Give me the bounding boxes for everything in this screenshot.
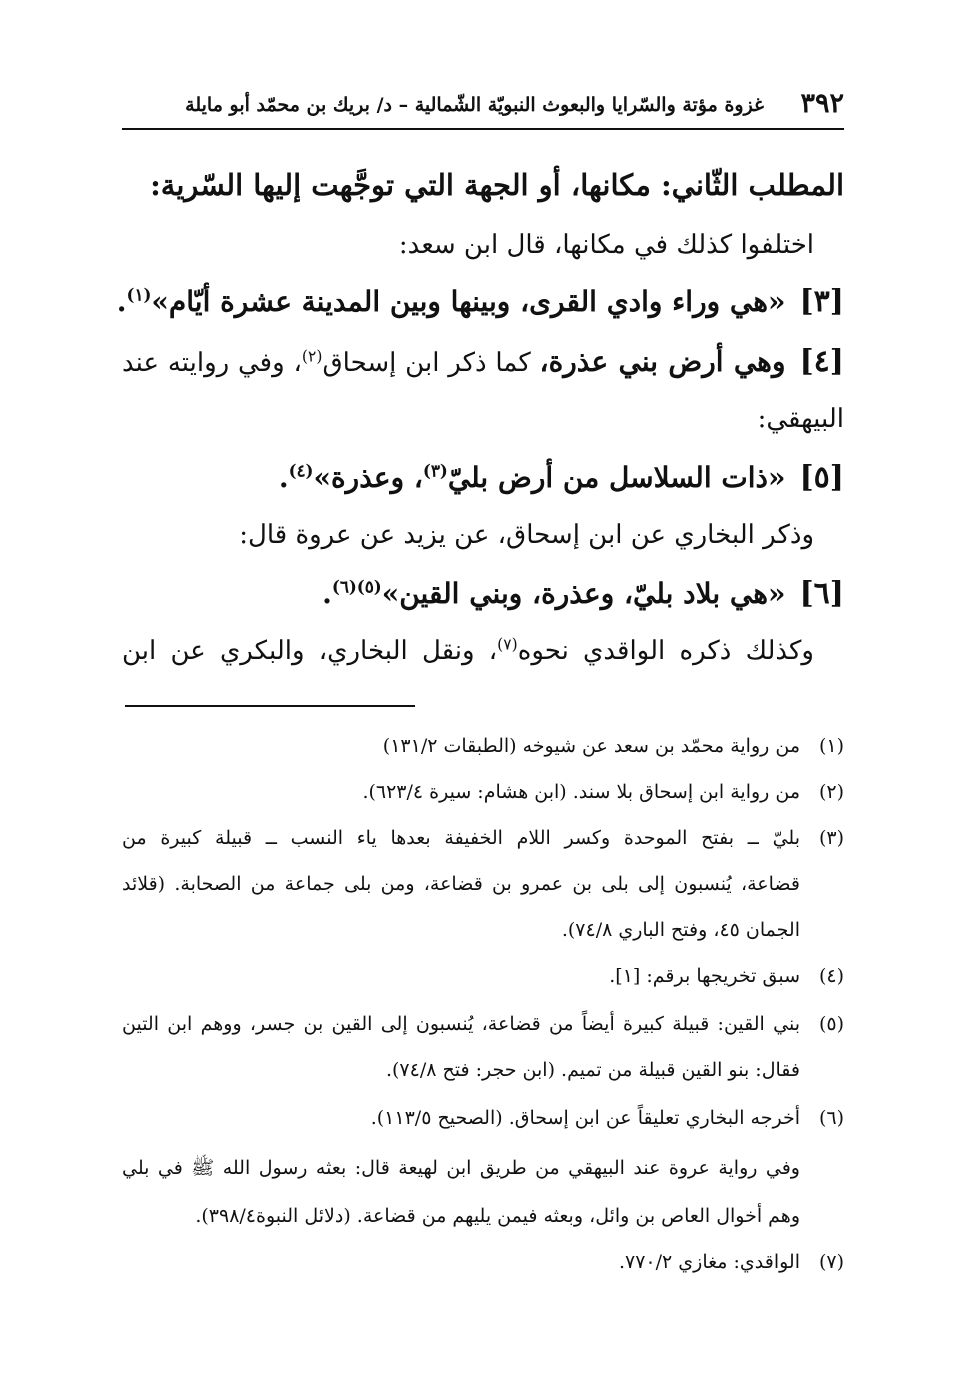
footnote-ref-2[interactable]: (٢) [301,347,323,366]
footnote-text: الواقدي: مغازي ٧٧٠/٢. [618,1251,800,1273]
footnote-6-line-3: وهم أخوال العاص بن وائل، وبعثه فيمن يليهم من قضاعة. (دلائل النبوة٣٩٨/٤). [195,1205,800,1227]
footnote-text: أخرجه البخاري تعليقاً عن ابن إسحاق. (الصحيح ١١٣/٥). [370,1107,800,1129]
footnote-5 [122,1012,844,1036]
running-header [122,86,844,130]
quote-end-5: . [278,461,289,494]
footnote-text: من رواية ابن إسحاق بلا سند. (ابن هشام: سيرة ٦٢٣/٤). [362,781,800,803]
last-line-text-b: ، ونقل البخاري، والبكري عن ابن [122,636,498,666]
quote-item-3 [117,284,844,319]
footnote-4 [609,964,844,988]
footnote-number: (٧) [818,1251,844,1273]
footnote-number: (٤) [818,965,844,987]
footnote-ref-1[interactable]: (١) [126,284,152,305]
footnote-number: (٢) [818,781,844,803]
quote-text-5b: ، وعذرة» [313,461,423,494]
footnote-3-line-2: قضاعة، يُنسبون إلى بلى بن عمرو بن قضاعة، ومن بلى جماعة من الصحابة. (قلائد [122,873,800,895]
footnote-number: (١) [818,735,844,757]
quote-item-4 [122,344,844,379]
item-tag-5: [٥] [799,460,844,495]
last-paragraph-line [122,636,814,666]
footnote-number: (٦) [818,1107,844,1129]
quote-end-6: . [322,577,332,610]
footnote-text: بني القين: قبيلة كبيرة أيضاً من قضاعة، يُنسبون إلى القين بن جسر، ووهم ابن التين [122,1013,800,1035]
item-tag-6: [٦] [799,576,844,611]
page-number: ٣٩٢ [800,88,844,119]
section-heading: المطلب الثّاني: مكانها، أو الجهة التي توجَّهت إليها السّرية: [150,168,844,202]
footnote-ref-7[interactable]: (٧) [497,635,518,654]
footnote-text: من رواية محمّد بن سعد عن شيوخه (الطبقات ١٣١/٢) [382,735,800,757]
quote-item-5 [279,460,844,495]
quote-end-3: . [116,285,127,318]
quote-text-6: «هي بلاد بليّ، وعذرة، وبني القين» [381,577,786,610]
footnote-6 [371,1106,844,1130]
intro-paragraph: اختلفوا كذلك في مكانها، قال ابن سعد: [398,230,814,260]
running-title: غزوة مؤتة والسّرايا والبعوث النبويّة الشّمالية – د/ بريك بن محمّد أبو مايلة [185,94,764,116]
footnote-5-line-2: فقال: بنو القين قبيلة من تميم. (ابن حجر: فتح ٧٤/٨). [385,1059,800,1081]
footnote-number: (٣) [818,827,844,849]
footnote-2 [362,780,844,804]
item-4-text-b: كما ذكر ابن إسحاق [322,348,540,378]
item-4-bold: وهي أرض بني عذرة، [539,345,786,378]
item-4-text-c: ، وفي روايته عند [122,348,302,378]
footnote-6-line-2: وفي رواية عروة عند البيهقي من طريق ابن لهيعة قال: بعثه رسول الله ﷺ في بلي [122,1157,800,1179]
last-line-text-a: وكذلك ذكره الواقدي نحوه [517,636,814,666]
footnote-1 [383,734,844,758]
quote-text-3: «هي وراء وادي القرى، وبينها وبين المدينة عشرة أيّام» [151,285,786,318]
footnote-text: بليّ ــ بفتح الموحدة وكسر اللام الخفيفة بعدها ياء النسب ــ قبيلة كبيرة من [122,827,800,849]
item-tag-3: [٣] [799,284,844,319]
footnote-text: سبق تخريجها برقم: [١]. [609,965,800,987]
footnote-number: (٥) [818,1013,844,1035]
item-tag-4: [٤] [799,344,844,379]
footnote-7 [619,1250,844,1274]
bukhari-paragraph: وذكر البخاري عن ابن إسحاق، عن يزيد عن عروة قال: [239,520,814,550]
footnote-3 [122,826,844,850]
quote-text-5a: «ذات السلاسل من أرض بليّ [447,461,786,494]
footnote-3-line-3: الجمان ٤٥، وفتح الباري ٧٤/٨). [561,919,800,941]
footnote-ref-5-6[interactable]: (٥)(٦) [331,576,382,597]
quote-item-6 [322,576,844,611]
item-4-continuation: البيهقي: [757,404,844,434]
footnote-ref-3[interactable]: (٣) [422,460,448,481]
footnote-ref-4[interactable]: (٤) [288,460,314,481]
footnote-separator [125,705,415,707]
